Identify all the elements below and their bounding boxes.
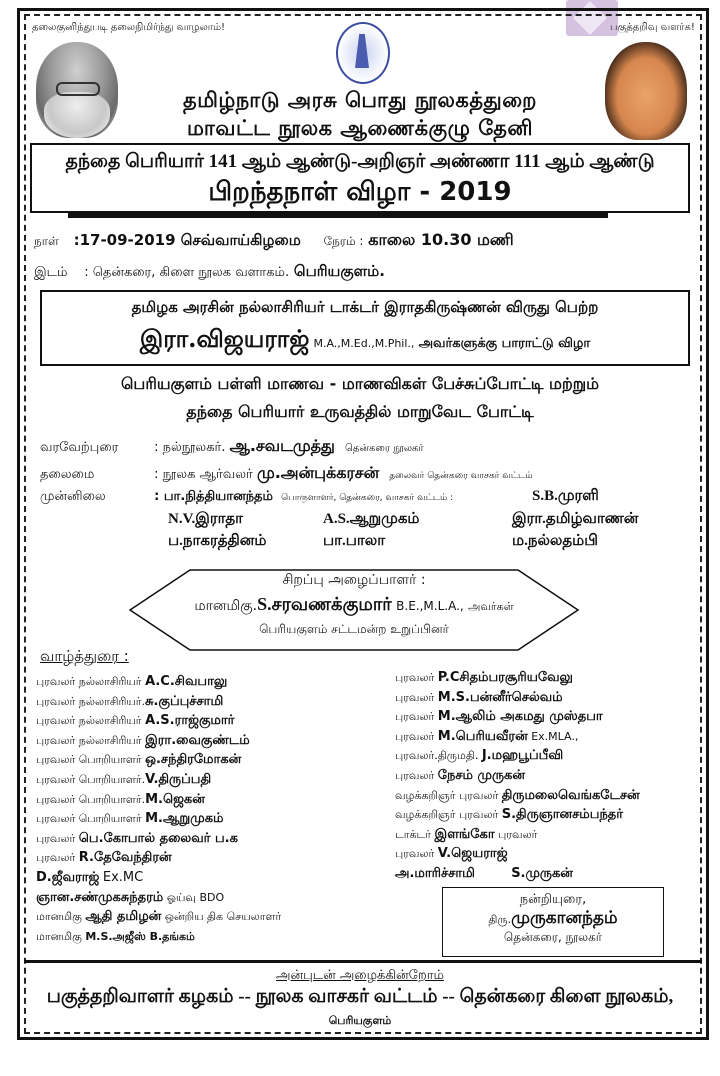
event-date-row <box>34 230 514 251</box>
welcome-prefix: : நல்நூலகர். <box>154 440 226 455</box>
competition-line-1: பெரியகுளம் பள்ளி மாணவ - மாணவிகள் பேச்சுப்போட்டி மற்றும் <box>120 374 600 393</box>
leading-label: முன்னிலை <box>40 489 106 504</box>
leading-row: முன்னிலை : பா.நித்தியானந்தம் பொருளாளர், தென்கரை, வாசகர் வட்டம் : <box>40 489 454 504</box>
thanks-name-line <box>443 908 663 930</box>
title-box <box>30 143 690 213</box>
awardee-degrees: M.A.,M.Ed.,M.Phil., <box>313 337 415 350</box>
greeting-item: புரவலர் பொறியாளர்.M.ஜெகன் <box>36 791 205 807</box>
leading-row3-col1: ப.நாகரத்தினம் <box>168 533 267 549</box>
greeting-item: மானமிகு ஆதி தமிழன் ஒன்றிய திக செயலாளர் <box>36 909 282 925</box>
header-line-2: மாவட்ட நூலக ஆணைக்குழு தேனி <box>186 116 533 140</box>
award-suffix: அவர்களுக்கு பாராட்டு விழா <box>418 336 591 351</box>
presiding-label: தலைமை <box>40 467 95 482</box>
chief-guest-degrees: B.E.,M.L.A., <box>396 599 464 613</box>
title-line-2: பிறந்தநாள் விழா - 2019 <box>208 177 512 207</box>
greeting-item: புரவலர் நல்லாசிரியர் A.S.ராஜ்குமார் <box>36 713 235 729</box>
date-value: :17-09-2019 செவ்வாய்கிழமை <box>73 231 301 249</box>
greeting-item: புரவலர் பெ.கோபால் தலைவர் ப.க <box>36 830 238 846</box>
greeting-item: புரவலர் M.S.பன்னீர்செல்வம் <box>395 689 563 705</box>
greetings-right-list <box>395 668 640 884</box>
leading-row2-col2: A.S.ஆறுமுகம் <box>323 511 420 527</box>
award-line-1: தமிழக அரசின் நல்லாசிரியர் டாக்டர் இராதகிருஷ்ணன் விருது பெற்ற <box>131 298 599 316</box>
time-label: நேரம் : <box>323 234 364 248</box>
greetings-left-list <box>36 672 281 946</box>
footer-organizations: பகுத்தறிவாளர் கழகம் -- நூலக வாசகர் வட்டம் -- தென்கரை கிளை நூலகம், <box>46 986 674 1007</box>
tn-government-emblem-icon <box>336 22 390 84</box>
chief-guest-suffix: அவர்கள் <box>468 600 514 613</box>
greeting-item: D.ஜீவராஜ் Ex.MC <box>36 869 144 885</box>
chief-guest-prefix: மானமிகு. <box>194 598 258 614</box>
time-value: காலை 10.30 மணி <box>368 230 514 249</box>
chief-guest-title: சிறப்பு அழைப்பாளர் : <box>282 572 426 588</box>
presiding-note: தலைவர் தென்கரை வாசகர் வட்டம் <box>389 471 533 481</box>
header-line-1: தமிழ்நாடு அரசு பொது நூலகத்துறை <box>183 88 537 112</box>
event-venue-row <box>34 262 385 282</box>
chief-guest-hexagon <box>128 568 580 652</box>
greeting-item: புரவலர் நல்லாசிரியர் A.C.சிவபாலு <box>36 674 228 689</box>
leading-row3-col2: பா.பாலா <box>323 533 386 549</box>
greeting-item: புரவலர் நல்லாசிரியர்.சு.குப்புச்சாமி <box>36 693 224 709</box>
welcome-label: வரவேற்புரை <box>40 440 119 455</box>
thanks-role: தென்கரை, நூலகர் <box>503 930 603 944</box>
greeting-item: புரவலர்.திருமதி. J.மஹபூப்பீவி <box>395 748 564 764</box>
greeting-item: புரவலர் P.Cசிதம்பரசூரியவேலு <box>395 670 573 685</box>
venue-bold: பெரியகுளம். <box>293 262 385 280</box>
leading-first-note: பொருளாளர், தென்கரை, வாசகர் வட்டம் : <box>281 493 454 503</box>
awardee-name: இரா.விஜயராஜ் <box>139 324 310 353</box>
greeting-item: புரவலர் M.ஆலிம் அகமது முஸ்தபா <box>395 709 603 725</box>
greeting-item: புரவலர் V.ஜெயராஜ் <box>395 846 508 862</box>
title-box-shadow <box>68 213 608 218</box>
greeting-item: ஞான.சண்முகசுந்தரம் ஓய்வு BDO <box>36 889 225 905</box>
slogan-right: பகுத்தறிவு வளர்க! <box>610 22 695 33</box>
greeting-item: வழக்கறிஞர் புரவலர் S.திருஞானசம்பந்தர் <box>395 807 624 823</box>
vote-of-thanks-box <box>442 887 664 957</box>
footer-invite: அன்புடன் அழைக்கின்றோம் <box>276 968 444 983</box>
greeting-item: புரவலர் பொறியாளர் ஒ.சந்திரமோகன் <box>36 752 242 768</box>
thanks-name: முருகானந்தம் <box>511 908 618 928</box>
venue-value: : தென்கரை, கிளை நூலக வளாகம். <box>84 265 290 280</box>
presiding-row <box>40 463 532 484</box>
greeting-item: புரவலர் R.தேவேந்திரன் <box>36 850 172 866</box>
greeting-item: புரவலர் பொறியாளர் M.ஆறுமுகம் <box>36 811 224 827</box>
greeting-item: புரவலர் பொறியாளர்.V.திருப்பதி <box>36 771 212 787</box>
presiding-name: மு.அன்புக்கரசன் <box>256 463 380 482</box>
greeting-item: டாக்டர் இளங்கோ புரவலர் <box>395 826 538 842</box>
footer-place: பெரியகுளம் <box>328 1014 392 1027</box>
award-line-2 <box>42 324 688 356</box>
footer-divider <box>24 960 702 963</box>
thanks-prefix: திரு. <box>488 913 512 926</box>
greeting-item: மானமிகு M.S.அஜீஸ் B.தங்கம் <box>36 929 195 943</box>
greeting-item: புரவலர் M.பெரியவீரன் Ex.MLA., <box>395 728 579 744</box>
thanks-label: நன்றியுரை, <box>519 892 587 907</box>
welcome-name: ஆ.சவடமுத்து <box>229 436 335 455</box>
slogan-left: தலைகுனிந்துபடி தலைநிமிர்ந்து வாழலாம்! <box>32 22 226 33</box>
chief-guest-line <box>128 594 580 617</box>
title-line-1: தந்தை பெரியார் 141 ஆம் ஆண்டு-அறிஞர் அண்ணா 111 ஆம் ஆண்டு <box>65 151 655 172</box>
leading-row2-col3: இரா.தமிழ்வாணன் <box>512 511 639 527</box>
greeting-item: அ.மாரிச்சாமி S.முருகன் <box>395 865 573 881</box>
chief-guest-name: S.சரவணக்குமார் <box>257 594 392 614</box>
welcome-note: தென்கரை நூலகர் <box>345 443 424 454</box>
date-label: நாள் <box>34 234 59 248</box>
presiding-prefix: : நூலக ஆர்வலர் <box>154 467 253 482</box>
greeting-item: புரவலர் நேசம் முருகன் <box>395 767 525 783</box>
award-box <box>40 290 690 366</box>
leading-row3-col3: ம.நல்லதம்பி <box>512 533 598 549</box>
welcome-row <box>40 436 424 457</box>
greeting-item: புரவலர் நல்லாசிரியர் இரா.வைகுண்டம் <box>36 732 250 748</box>
greetings-title: வாழ்த்துரை : <box>40 647 129 665</box>
leading-first-right: S.B.முரளி <box>532 488 599 504</box>
chief-guest-role: பெரியகுளம் சட்டமன்ற உறுப்பினர் <box>259 622 449 636</box>
competition-line-2: தந்தை பெரியார் உருவத்தில் மாறுவேட போட்டி <box>186 402 534 421</box>
venue-label: இடம் <box>34 265 68 280</box>
leading-first-name: பா.நித்தியானந்தம் <box>163 489 273 504</box>
leading-row2-col1: N.V.இராதா <box>168 511 244 527</box>
greeting-item: வழக்கறிஞர் புரவலர் திருமலைவெங்கடேசன் <box>395 787 640 803</box>
